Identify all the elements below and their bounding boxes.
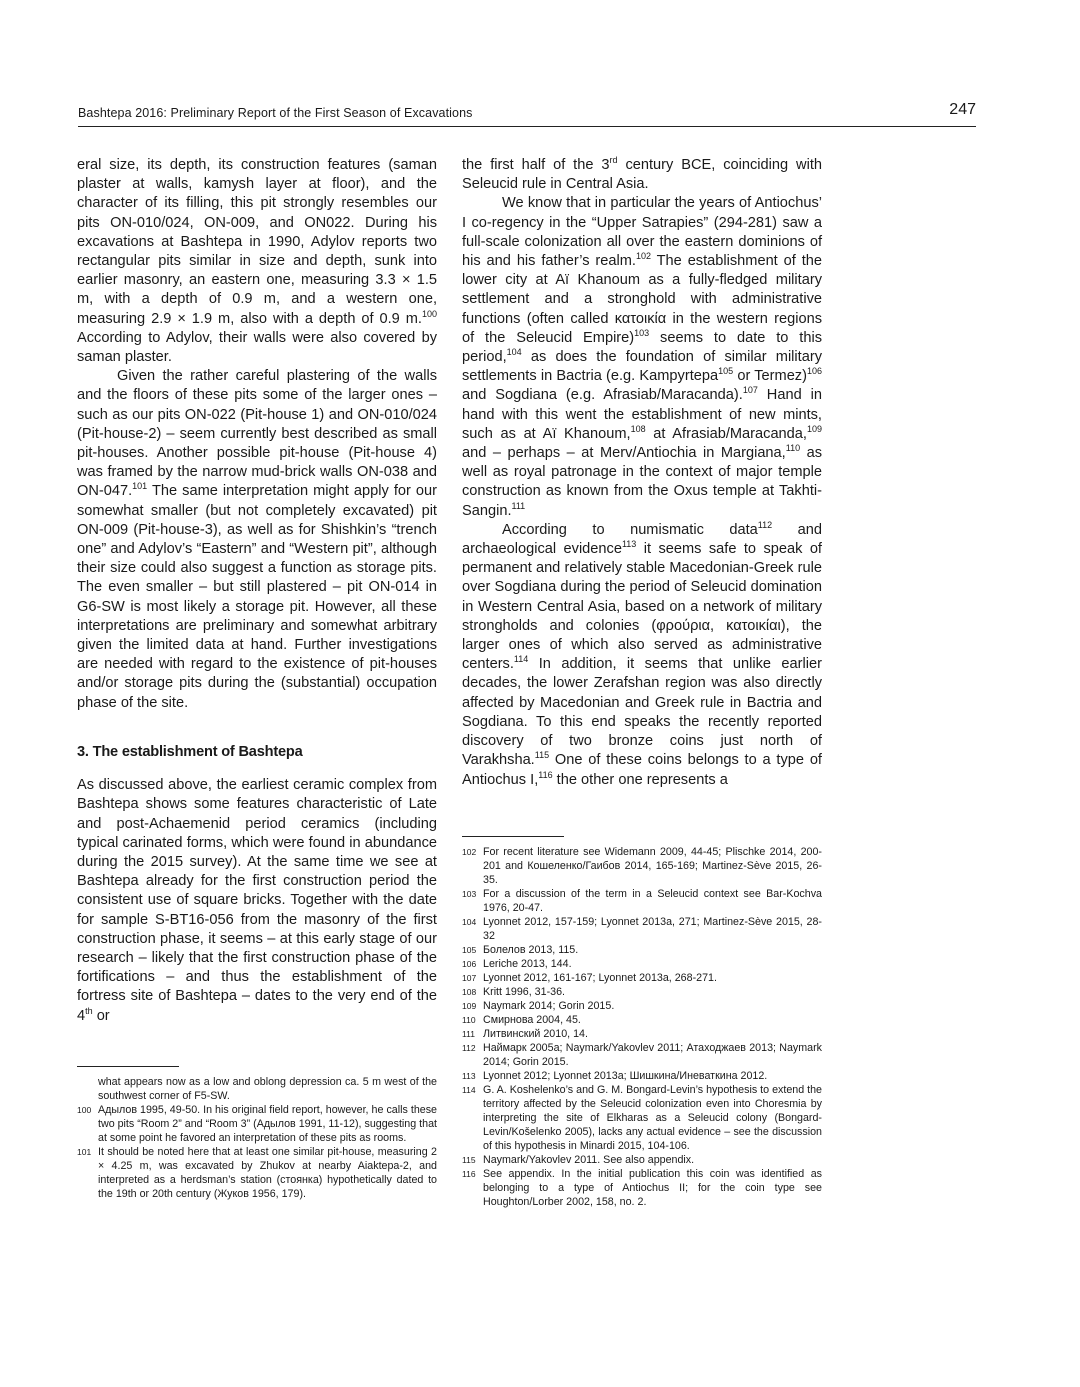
- footnote-ref[interactable]: 105: [718, 366, 734, 377]
- text-run: as does the foundation of similar military settlements in Bactria (e.g. Kampyrtepa: [462, 349, 822, 385]
- footnote-number: 107: [462, 973, 477, 983]
- text-run: According to numismatic data: [502, 521, 758, 538]
- footnote: [462, 1027, 822, 1041]
- footnote: [462, 1013, 822, 1027]
- footnote-ref[interactable]: 106: [806, 366, 822, 377]
- left-column: [77, 156, 437, 1026]
- paragraph: [462, 521, 822, 790]
- footnote: [462, 1041, 822, 1069]
- paragraph: [77, 776, 437, 1026]
- text-run: at Afrasiab/Maracanda,: [645, 425, 807, 442]
- footnote: [462, 887, 822, 915]
- text-run: or Termez): [733, 368, 807, 385]
- footnote-separator: [462, 836, 564, 837]
- footnote: [462, 1069, 822, 1083]
- text-run: and – perhaps – at Merv/Antiochia in Margiana,: [462, 445, 786, 462]
- footnote-number: 111: [462, 1029, 475, 1039]
- footnote-ref[interactable]: 102: [635, 251, 651, 262]
- footnote-number: 115: [462, 1155, 476, 1165]
- footnote-number: 109: [462, 1001, 477, 1011]
- footnote-number: 105: [462, 945, 477, 955]
- footnote-text: Адылов 1995, 49-50. In his original field report, however, he calls these two pits “Room 2” and “Room 3” (Адылов 1991, 11-12), suggesting that at some point he favored an interpretation of these pits as rooms.: [98, 1104, 437, 1144]
- footnote-number: 100: [77, 1105, 92, 1115]
- footnote-number: 103: [462, 889, 477, 899]
- text-run: the first half of the 3: [462, 157, 610, 173]
- footnote-number: 101: [77, 1147, 92, 1157]
- footnote-text: See appendix. In the initial publication this coin was identified as belonging to a type of Antiochus II; for the coin type see Houghton/Lorber 2002, 158, no. 2.: [483, 1168, 822, 1208]
- footnote-text: It should be noted here that at least one similar pit-house, measuring 2 × 4.25 m, was excavated by Zhukov at nearby Aiaktepa-2, and interpreted as a herdsman’s station (стоянка) hypothetically dated to the 19th or 20th century (Жуков 1956, 179).: [98, 1146, 437, 1200]
- footnote-number: 113: [462, 1071, 476, 1081]
- text-run: and archaeological evidence: [462, 521, 822, 558]
- text-run: and Sogdiana (e.g. Afrasiab/Maracanda).: [462, 387, 743, 404]
- footnote-ref[interactable]: 112: [757, 520, 773, 530]
- running-title: Bashtepa 2016: Preliminary Report of the First Season of Excavations: [78, 106, 473, 120]
- paragraph: [77, 156, 437, 367]
- footnote: [462, 985, 822, 999]
- text-run: it seems safe to speak of permanent and relatively stable Macedonian-Greek rule over Sogdiana during the period of Seleucid domination in Western Central Asia, based on a network of military strongholds and colonies (φρούρια, κατοικίαι), the larger ones of which also served as administrative centers.: [462, 541, 822, 673]
- footnote: [462, 957, 822, 971]
- running-header: [78, 101, 976, 127]
- text-run: Hand in hand with this went the establishment of new mints, such as at Aï Khanoum,: [462, 387, 822, 442]
- footnote: [462, 971, 822, 985]
- footnote-text: Lyonnet 2012, 157-159; Lyonnet 2013a, 271; Martinez-Sève 2015, 28-32: [483, 916, 822, 942]
- ordinal-suffix: th: [85, 1005, 93, 1016]
- text-run: The establishment of the lower city at Aï Khanoum as a fully-fledged military settlement and a stronghold with administrative functions (often called κατοικία in the western regions of the Seleucid Empire): [462, 253, 823, 346]
- text-run: century BCE, coinciding with Seleucid rule in Central Asia.: [462, 157, 822, 193]
- footnote-ref[interactable]: 115: [534, 750, 550, 761]
- footnote-number: 106: [462, 959, 477, 969]
- footnote-text: Болелов 2013, 115.: [483, 944, 579, 956]
- text-run: In addition, it seems that unlike earlier decades, the lower Zerafshan region was also directly affected by Macedonian and Greek rule in Bactria and Sogdiana. To this end speaks the recently reported discovery of two bronze coins just north of Varakhsha.: [462, 656, 822, 769]
- footnote-ref[interactable]: 114: [513, 654, 529, 665]
- paragraph: [462, 156, 822, 194]
- footnote-separator: [77, 1066, 179, 1067]
- footnote: [462, 915, 822, 943]
- footnote-ref[interactable]: 107: [742, 385, 758, 396]
- page-number: 247: [949, 101, 976, 118]
- footnote-ref[interactable]: 113: [621, 539, 637, 550]
- text-run: As discussed above, the earliest ceramic complex from Bashtepa shows some features characteristic of Late and post-Achaemenid period ceramics (including typical carinated forms, which were found in abundance during the 2015 survey). At the same time we see at Bashtepa already for the first construction period the consistent use of square bricks. Together with the date for sample S-BT16-056 from the masonry of the first construction phase, it seems – at this early stage of our research – likely that the first construction phase of the fortifications – and thus the establishment of the fortress site of Bashtepa – dates to the very end of the 4: [77, 777, 437, 1024]
- footnote: [462, 999, 822, 1013]
- footnote-text: Смирнова 2004, 45.: [483, 1014, 581, 1026]
- text-run: seems to date to this period,: [462, 329, 822, 366]
- footnote: [462, 943, 822, 957]
- footnote: [77, 1145, 437, 1201]
- text-run: One of these coins belongs to a type of Antiochus I,: [462, 752, 822, 788]
- footnote-ref[interactable]: 101: [132, 481, 148, 492]
- footnote-text: Lyonnet 2012, 161-167; Lyonnet 2013a, 268-271.: [483, 972, 717, 984]
- footnote-text: For a discussion of the term in a Seleucid context see Bar-Kochva 1976, 20-47.: [483, 888, 822, 914]
- footnotes-left: [77, 1075, 437, 1201]
- footnote-number: 108: [462, 987, 477, 997]
- footnote-text: Наймарк 2005а; Naymark/Yakovlev 2011; Атаходжаев 2013; Naymark 2014; Gorin 2015.: [483, 1042, 822, 1068]
- text-run: Given the rather careful plastering of the walls and the floors of these pits some of the larger ones – such as our pits ON-022 (Pit-house 1) and ON-010/024 (Pit-house-2) – seem currently best described as small pit-houses. Another possible pit-house (Pit-house 4) was framed by the narrow mud-brick walls ON-038 and ON-047.: [77, 368, 437, 500]
- footnote-text: Lyonnet 2012; Lyonnet 2013a; Шишкина/Иневаткина 2012.: [483, 1070, 768, 1082]
- footnote: [462, 1167, 822, 1209]
- footnote-number: 104: [462, 917, 477, 927]
- text-run: We know that in particular the years of Antiochus’ I co-regency in the “Upper Satrapies” (294-281) saw a full-scale colonization all over the eastern dominions of his and his father’s realm.: [462, 195, 822, 270]
- footnote-number: 114: [462, 1085, 476, 1095]
- paragraph: [77, 367, 437, 713]
- text-run: or: [92, 1007, 110, 1024]
- section-heading: 3. The establishment of Bashtepa: [77, 743, 303, 760]
- text-run: as well as royal patronage in the context of major temple construction as known from the Oxus temple at Takhti-Sangin.: [462, 445, 823, 519]
- footnote: [462, 1083, 822, 1153]
- text-run: The same interpretation might apply for our somewhat smaller (but not completely excavated) pit ON-009 (Pit-house-3), as well as for Shishkin’s “trench one” and Adylov’s “Eastern” and “Western pit”, although their size could also suggest a function as storage pits. The even smaller – but still plastered – pit ON-014 in G6-SW is most likely a storage pit. However, all these interpretations are preliminary and somewhat arbitrary given the limited data at hand. Further investigations are needed with regard to the existence of pit-houses and/or storage pits during the (substantial) occupation phase of the site.: [77, 483, 437, 711]
- footnote-text: Naymark 2014; Gorin 2015.: [483, 1000, 615, 1012]
- footnote-ref[interactable]: 103: [634, 327, 650, 338]
- footnote-ref[interactable]: 111: [511, 500, 526, 511]
- footnote-number: 116: [462, 1169, 476, 1179]
- footnote-ref[interactable]: 100: [421, 308, 437, 319]
- footnote-text: Naymark/Yakovlev 2011. See also appendix.: [483, 1154, 695, 1166]
- footnote-text: For recent literature see Widemann 2009, 44-45; Plischke 2014, 200-201 and Кошеленко/Гаибов 2014, 165-169; Martinez-Sève 2015, 26-35.: [483, 846, 822, 886]
- ordinal-suffix: rd: [609, 155, 618, 166]
- footnote-text: Литвинский 2010, 14.: [483, 1028, 588, 1040]
- footnote: [462, 845, 822, 887]
- footnote-ref[interactable]: 108: [630, 423, 646, 434]
- footnote-text: what appears now as a low and oblong depression ca. 5 m west of the southwest corner of F5-SW.: [98, 1076, 437, 1102]
- footnote-number: 102: [462, 847, 477, 857]
- paragraph: [462, 194, 822, 520]
- footnote-ref[interactable]: 104: [506, 347, 522, 358]
- footnote-ref[interactable]: 110: [785, 443, 801, 454]
- text-run: According to Adylov, their walls were also covered by saman plaster.: [77, 329, 437, 366]
- footnote-text: Leriche 2013, 144.: [483, 958, 572, 970]
- footnote-text: G. A. Koshelenko’s and G. M. Bongard-Levin’s hypothesis to extend the territory affected by the Seleucid colonization even into Choresmia by interpreting the site of Elkharas as a Seleucid colony (Bongard-Levin/Košelenko 2005), lacks any actual evidence – see the discussion of this hypothesis in Minardi 2015, 104-106.: [483, 1084, 822, 1152]
- footnote: [77, 1075, 437, 1103]
- text-run: the other one represents a: [552, 771, 728, 788]
- footnote: [77, 1103, 437, 1145]
- footnotes-right: [462, 845, 822, 1209]
- footnote-ref[interactable]: 116: [538, 769, 553, 780]
- footnote-number: 110: [462, 1015, 476, 1025]
- right-column: [462, 156, 822, 790]
- footnote-number: 112: [462, 1043, 476, 1053]
- footnote-ref[interactable]: 109: [806, 423, 822, 434]
- footnote: [462, 1153, 822, 1167]
- text-run: eral size, its depth, its construction features (saman plaster at walls, kamysh layer at floor), and the character of its filling, this pit strongly resembles our pits ON-010/024, ON-009, and ON022. During his excavations at Bashtepa in 1990, Adylov reports two rectangular pits similar in size and depth, sunk into earlier masonry, an eastern one, measuring 3.3 × 1.5 m, with a depth of 0.9 m, and a western one, measuring 2.9 × 1.9 m, also with a depth of 0.9 m.: [77, 157, 437, 327]
- footnote-text: Kritt 1996, 31-36.: [483, 986, 565, 998]
